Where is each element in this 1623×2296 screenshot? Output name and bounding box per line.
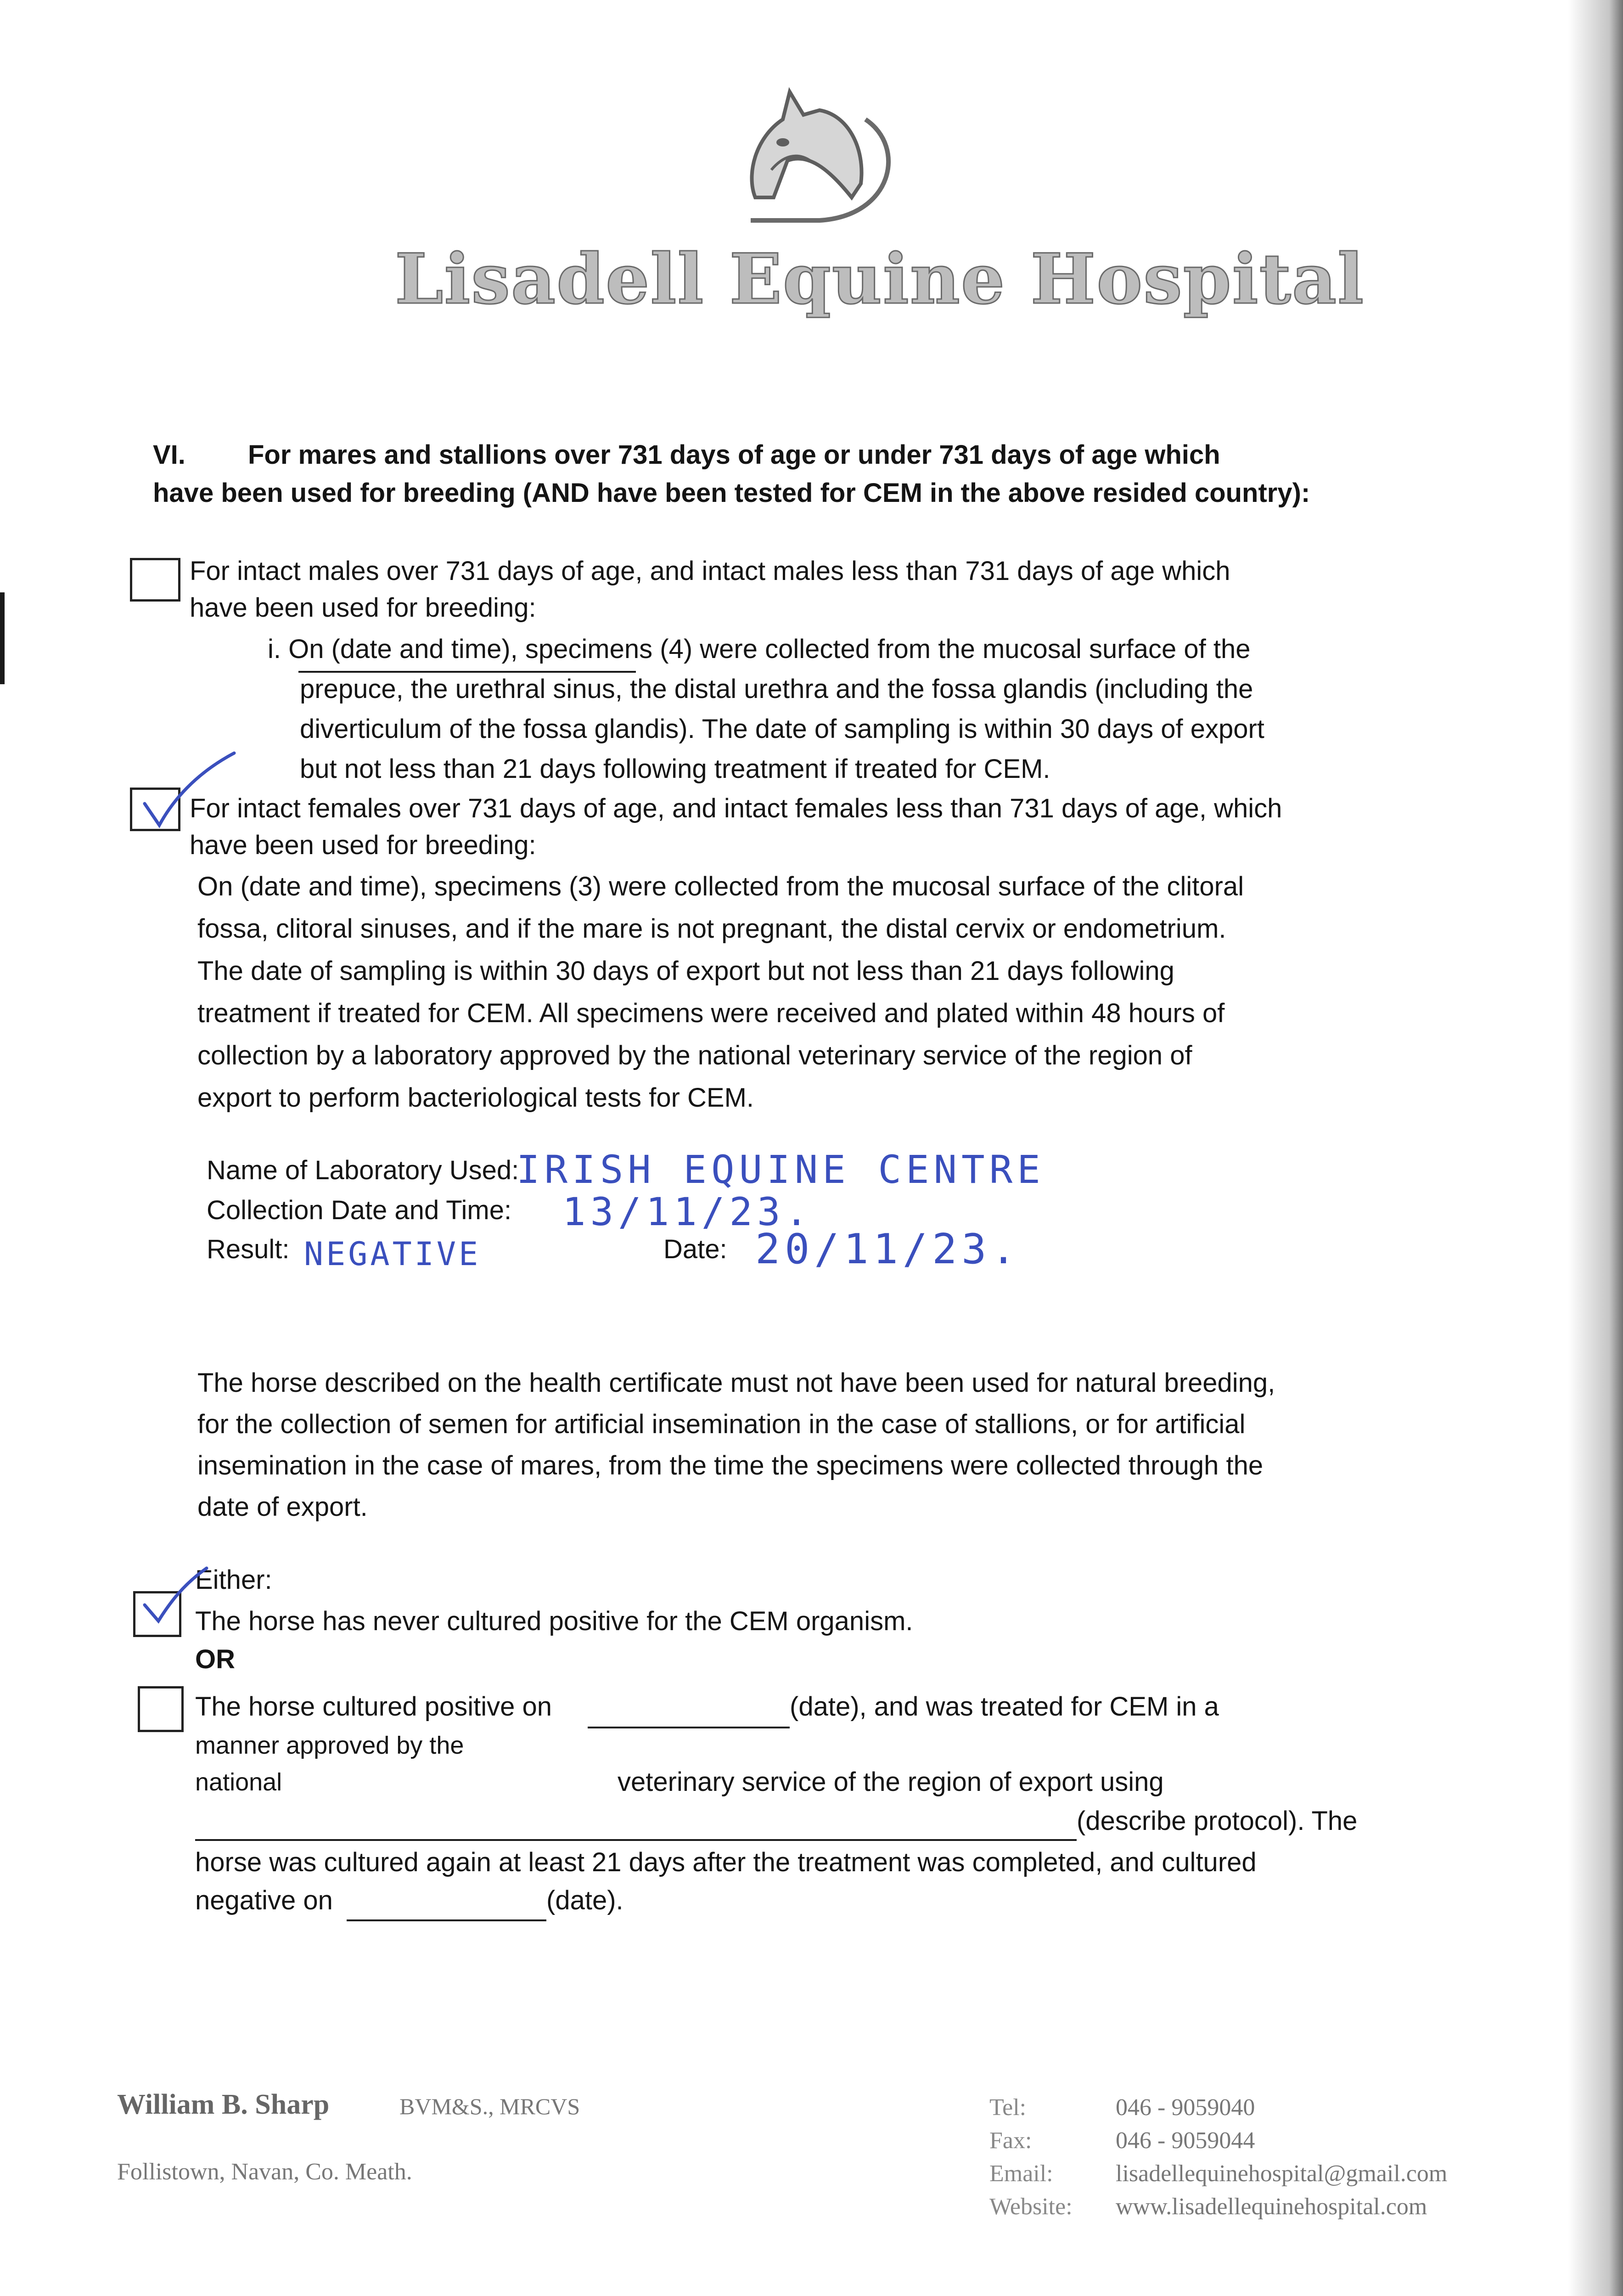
collection-date-label: Collection Date and Time:	[207, 1195, 512, 1225]
hospital-name: Lisadell Equine Hospital	[395, 239, 1365, 320]
result-date-label: Date:	[663, 1234, 727, 1264]
females-para-line1: On (date and time), specimens (3) were collected from the mucosal surface of the clitoral	[197, 872, 1244, 901]
option2-text-e: veterinary service of the region of export using	[618, 1767, 1164, 1797]
females-line2: have been used for breeding:	[190, 830, 536, 860]
option2-text-c: manner approved by the	[195, 1732, 464, 1759]
protocol-blank[interactable]	[195, 1839, 1077, 1841]
either-label: Either:	[195, 1565, 272, 1595]
section-title-line1: For mares and stallions over 731 days of age or under 731 days of age which	[248, 440, 1220, 470]
website-value[interactable]: www.lisadellequinehospital.com	[1116, 2194, 1427, 2220]
address: Follistown, Navan, Co. Meath.	[117, 2159, 412, 2185]
notice-line4: date of export.	[197, 1492, 368, 1522]
males-item-line3: diverticulum of the fossa glandis). The date of sampling is within 30 days of export	[300, 714, 1264, 744]
negative-date-blank[interactable]	[347, 1919, 546, 1921]
females-para-line4: treatment if treated for CEM. All specimens were received and plated within 48 hours of	[197, 998, 1225, 1028]
lab-name-label: Name of Laboratory Used:	[207, 1155, 519, 1185]
section-title-line2: have been used for breeding (AND have been tested for CEM in the above resided country):	[153, 478, 1310, 508]
result-label: Result:	[207, 1234, 290, 1264]
website-label: Website:	[989, 2194, 1073, 2220]
cultured-positive-checkbox[interactable]	[138, 1686, 184, 1732]
never-positive-text: The horse has never cultured positive for the CEM organism.	[195, 1606, 913, 1636]
email-value[interactable]: lisadellequinehospital@gmail.com	[1116, 2161, 1448, 2187]
scan-edge-mark	[0, 592, 5, 684]
lab-name-value[interactable]: IRISH EQUINE CENTRE	[517, 1147, 1045, 1192]
option2-text-g: horse was cultured again at least 21 days after the treatment was completed, and cultured	[195, 1847, 1257, 1877]
or-label: OR	[195, 1644, 235, 1674]
option2-text-f: (describe protocol). The	[1077, 1806, 1358, 1836]
positive-date-blank[interactable]	[588, 1727, 790, 1728]
males-line2: have been used for breeding:	[190, 593, 536, 623]
females-para-line5: collection by a laboratory approved by the national veterinary service of the region of	[197, 1041, 1192, 1070]
horse-head-logo-icon	[728, 83, 911, 239]
females-line1: For intact females over 731 days of age, and intact females less than 731 days of age, which	[190, 793, 1282, 823]
vet-name: William B. Sharp	[117, 2089, 330, 2120]
fax-value: 046 - 9059044	[1116, 2127, 1255, 2154]
females-para-line2: fossa, clitoral sinuses, and if the mare is not pregnant, the distal cervix or endometrium.	[197, 914, 1226, 944]
result-date-value[interactable]: 20/11/23.	[755, 1225, 1021, 1273]
notice-line3: insemination in the case of mares, from the time the specimens were collected through the	[197, 1451, 1264, 1480]
option2-text-d: national	[195, 1768, 282, 1796]
males-line1: For intact males over 731 days of age, and intact males less than 731 days of age which	[190, 556, 1230, 586]
males-checkbox[interactable]	[130, 558, 180, 602]
females-para-line3: The date of sampling is within 30 days of export but not less than 21 days following	[197, 956, 1174, 986]
page-edge-shadow	[1568, 0, 1623, 2296]
option2-text-i: (date).	[546, 1885, 623, 1915]
email-label: Email:	[989, 2161, 1053, 2187]
males-item-line4: but not less than 21 days following treatment if treated for CEM.	[300, 754, 1050, 784]
option2-text-a: The horse cultured positive on	[195, 1692, 552, 1722]
collection-date-value[interactable]: 13/11/23.	[562, 1189, 813, 1234]
fax-label: Fax:	[989, 2127, 1032, 2154]
vet-credentials: BVM&S., MRCVS	[399, 2093, 580, 2119]
notice-line2: for the collection of semen for artificial insemination in the case of stallions, or for artificial	[197, 1409, 1246, 1439]
females-para-line6: export to perform bacteriological tests for CEM.	[197, 1083, 754, 1113]
notice-line1: The horse described on the health certificate must not have been used for natural breeding,	[197, 1368, 1275, 1398]
option2-text-b: (date), and was treated for CEM in a	[790, 1692, 1219, 1722]
option2-text-h: negative on	[195, 1885, 333, 1915]
males-item-line2: prepuce, the urethral sinus, the distal urethra and the fossa glandis (including the	[300, 674, 1253, 704]
tel-label: Tel:	[989, 2094, 1027, 2121]
section-number: VI.	[153, 440, 185, 470]
tel-value[interactable]: 046 - 9059040	[1116, 2094, 1255, 2121]
result-value[interactable]: NEGATIVE	[304, 1235, 481, 1273]
males-item-line1: i. On (date and time), specimens (4) were collected from the mucosal surface of the	[268, 634, 1251, 664]
